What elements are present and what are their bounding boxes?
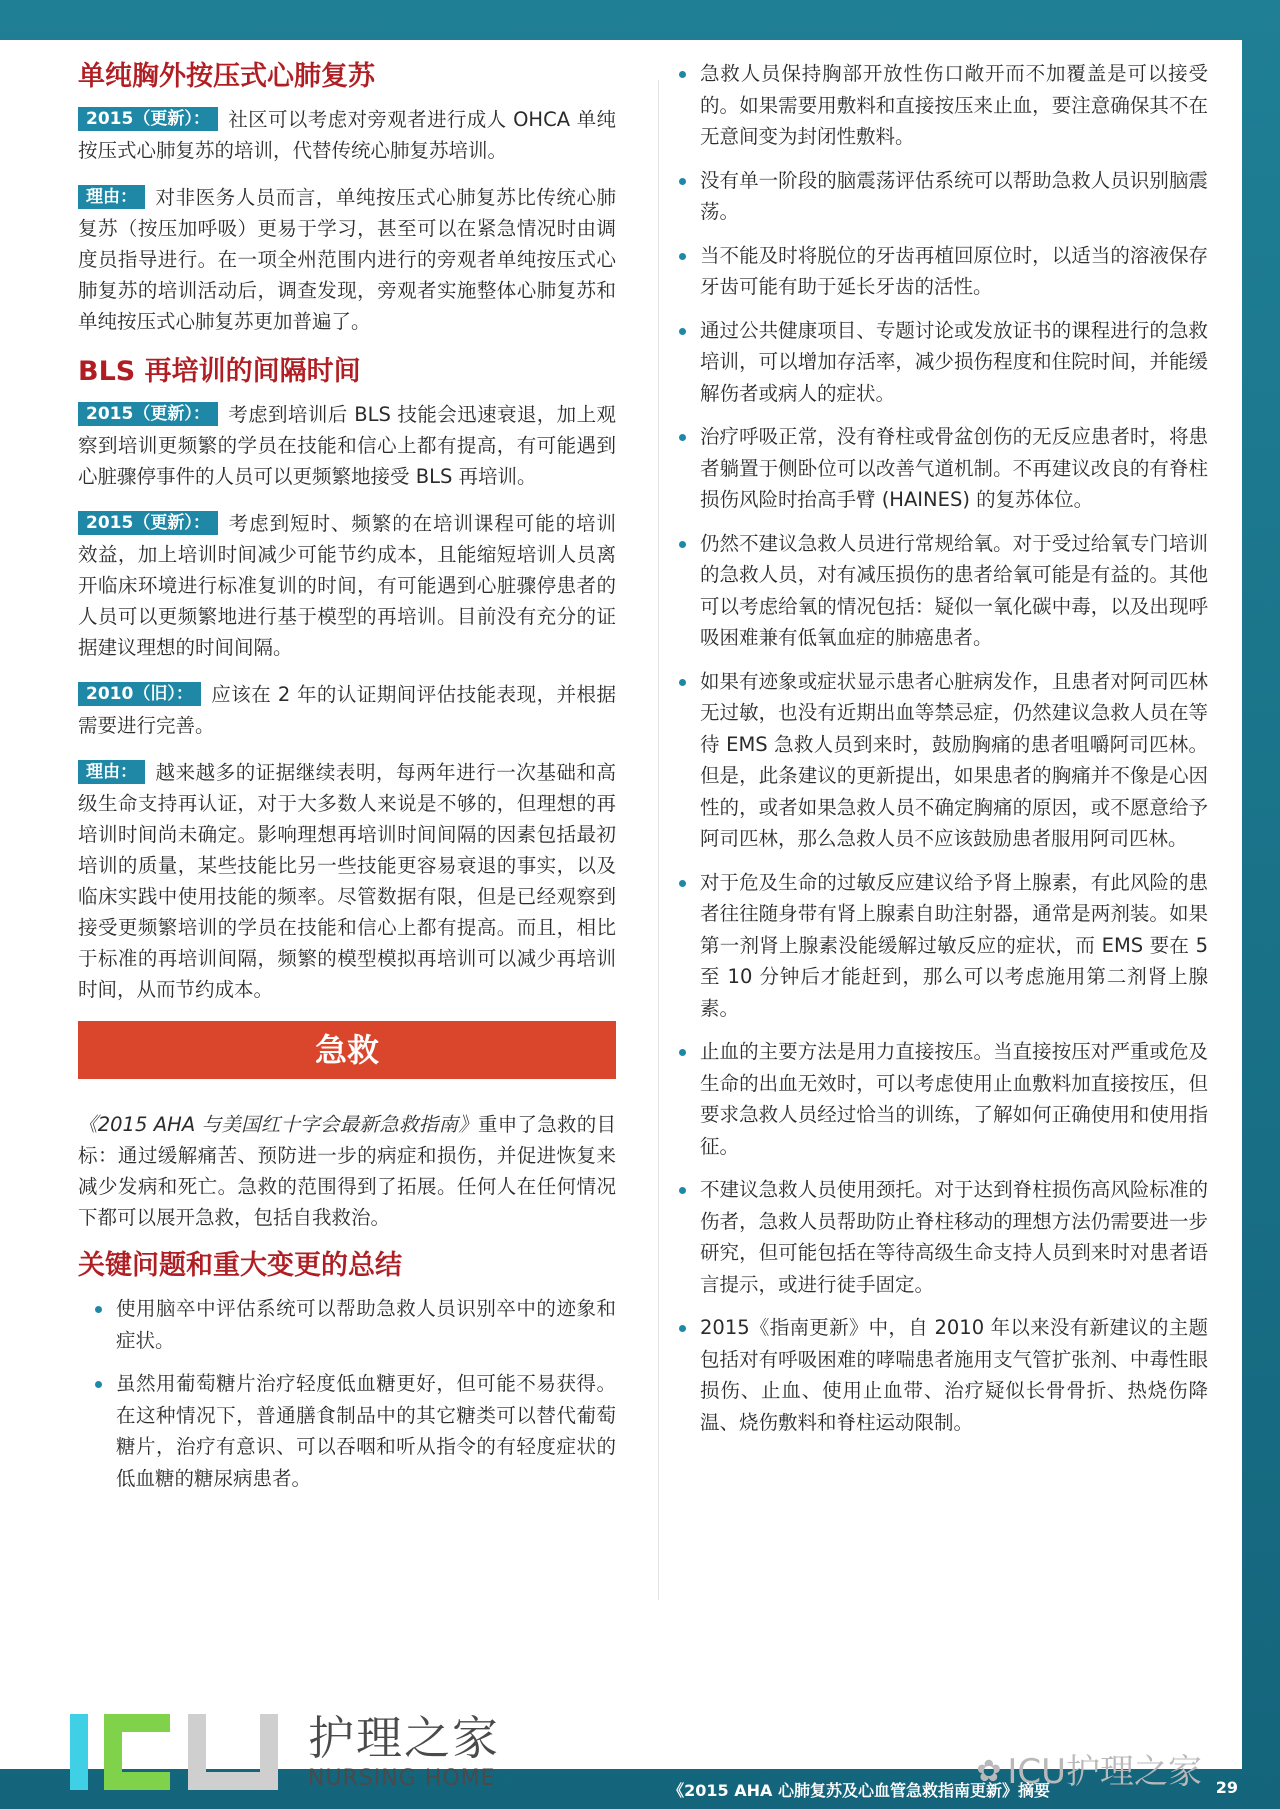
- list-item-text: 不建议急救人员使用颈托。对于达到脊柱损伤高风险标准的伤者，急救人员帮助防止脊柱移动的理想方法仍需要进一步研究，但可能包括在等待高级生命支持人员到来时对患者语言提示，或进行徒手固定。: [700, 1178, 1208, 1296]
- list-item-text: 2015《指南更新》中，自 2010 年以来没有新建议的主题包括对有呼吸困难的哮喘患者施用支气管扩张剂、中毒性眼损伤、止血、使用止血带、治疗疑似长骨骨折、热烧伤降温、烧伤敷料和脊柱运动限制。: [700, 1316, 1208, 1434]
- paragraph-text: 考虑到短时、频繁的在培训课程可能的培训效益，加上培训时间减少可能节约成本，且能缩短培训人员离开临床环境进行标准复训的时间，有可能遇到心脏骤停患者的人员可以更频繁地进行基于模型的再培训。目前没有充分的证据建议理想的时间间隔。: [78, 512, 616, 659]
- list-item-text: 仍然不建议急救人员进行常规给氧。对于受过给氧专门培训的急救人员，对有减压损伤的患者给氧可能是有益的。其他可以考虑给氧的情况包括：疑似一氧化碳中毒，以及出现呼吸困难兼有低氧血症的肺癌患者。: [700, 531, 1208, 649]
- right-column: [676, 58, 1208, 1450]
- section-heading-bls: BLS 再培训的间隔时间: [78, 356, 361, 387]
- logo-chinese-text: 护理之家: [308, 1711, 500, 1765]
- intro-title: 《2015 AHA 与美国红十字会最新急救指南》: [78, 1113, 479, 1136]
- list-item: [676, 315, 1208, 410]
- list-item-text: 急救人员保持胸部开放性伤口敞开而不加覆盖是可以接受的。如果需要用敷料和直接按压来止血，要注意确保其不在无意间变为封闭性敷料。: [700, 62, 1208, 148]
- footer-title: 《2015 AHA 心肺复苏及心血管急救指南更新》摘要: [668, 1781, 1050, 1800]
- list-item: [92, 1293, 616, 1356]
- paragraph: [78, 104, 616, 166]
- first-aid-intro: [78, 1109, 616, 1233]
- list-item-text: 使用脑卒中评估系统可以帮助急救人员识别卒中的迹象和症状。: [116, 1297, 616, 1352]
- paragraph: [78, 757, 616, 1005]
- paragraph-text: 社区可以考虑对旁观者进行成人 OHCA 单纯按压式心肺复苏的培训，代替传统心肺复苏培训。: [78, 108, 616, 162]
- bullet-dot-icon: [679, 1187, 686, 1194]
- list-item: [676, 421, 1208, 516]
- bullet-dot-icon: [679, 178, 686, 185]
- paragraph-text: 考虑到培训后 BLS 技能会迅速衰退，加上观察到培训更频繁的学员在技能和信心上都有提高，有可能遇到心脏骤停事件的人员可以更频繁地接受 BLS 再培训。: [78, 403, 616, 488]
- paragraph-text: 对非医务人员而言，单纯按压式心肺复苏比传统心肺复苏（按压加呼吸）更易于学习，甚至可以在紧急情况时由调度员指导进行。在一项全州范围内进行的旁观者单纯按压式心肺复苏的培训活动后，调查发现，旁观者实施整体心肺复苏和单纯按压式心肺复苏更加普遍了。: [78, 186, 616, 333]
- list-item-text: 对于危及生命的过敏反应建议给予肾上腺素，有此风险的患者往往随身带有肾上腺素自助注射器，通常是两剂装。如果第一剂肾上腺素没能缓解过敏反应的症状，而 EMS 要在 5 至 10 分钟后才能赶到，那么可以考虑施用第二剂肾上腺素。: [700, 870, 1208, 1020]
- page-number: 29: [1215, 1778, 1238, 1797]
- update-tag: 2015（更新）：: [78, 402, 218, 426]
- paragraph: [78, 399, 616, 492]
- bullet-dot-icon: [679, 71, 686, 78]
- old-tag: 2010（旧）：: [78, 682, 201, 706]
- update-tag: 2015（更新）：: [78, 107, 218, 131]
- reason-tag: 理由：: [78, 185, 145, 209]
- column-divider: [658, 80, 659, 1600]
- bullet-dot-icon: [679, 328, 686, 335]
- bullet-dot-icon: [679, 541, 686, 548]
- bullet-dot-icon: [679, 1049, 686, 1056]
- section-heading-cpr: 单纯胸外按压式心肺复苏: [78, 61, 375, 92]
- bullet-dot-icon: [679, 434, 686, 441]
- list-item-text: 通过公共健康项目、专题讨论或发放证书的课程进行的急救培训，可以增加存活率，减少损伤程度和住院时间，并能缓解伤者或病人的症状。: [700, 318, 1208, 405]
- intro-text: 重申了急救的目标：通过缓解痛苦、预防进一步的病症和损伤，并促进恢复来减少发病和死亡。急救的范围得到了拓展。任何人在任何情况下都可以展开急救，包括自我救治。: [78, 1113, 616, 1229]
- wechat-icon: ✿: [976, 1754, 1002, 1789]
- first-aid-banner: 急救: [78, 1021, 616, 1079]
- watermark-text: ICU护理之家: [1007, 1752, 1202, 1792]
- list-item: [676, 1036, 1208, 1162]
- paragraph: [78, 508, 616, 663]
- list-item-text: 没有单一阶段的脑震荡评估系统可以帮助急救人员识别脑震荡。: [700, 168, 1208, 223]
- bullet-dot-icon: [95, 1306, 102, 1313]
- bullet-dot-icon: [679, 1325, 686, 1332]
- bullet-dot-icon: [679, 679, 686, 686]
- paragraph-text: 应该在 2 年的认证期间评估技能表现，并根据需要进行完善。: [78, 683, 616, 737]
- list-item-text: 如果有迹象或症状显示患者心脏病发作，且患者对阿司匹林无过敏，也没有近期出血等禁忌症，仍然建议急救人员在等待 EMS 急救人员到来时，鼓励胸痛的患者咀嚼阿司匹林。但是，此条建议的更新提出，如果患者的胸痛并不像是心因性的，或者如果急救人员不确定胸痛的原因，或不愿意给予阿司匹林，那么急救人员不应该鼓励患者服用阿司匹林。: [700, 669, 1208, 850]
- list-item: [676, 528, 1208, 654]
- list-item: [676, 1174, 1208, 1300]
- paragraph: [78, 679, 616, 741]
- bullet-dot-icon: [679, 253, 686, 260]
- left-column: [78, 58, 616, 1506]
- list-item: [676, 666, 1208, 855]
- list-item: [676, 867, 1208, 1025]
- list-item: [92, 1368, 616, 1494]
- update-tag: 2015（更新）：: [78, 511, 218, 535]
- list-item-text: 止血的主要方法是用力直接按压。当直接按压对严重或危及生命的出血无效时，可以考虑使用止血敷料加直接按压，但要求急救人员经过恰当的训练，了解如何正确使用和使用指征。: [700, 1040, 1208, 1158]
- section-heading-summary: 关键问题和重大变更的总结: [78, 1250, 402, 1281]
- list-item: [676, 240, 1208, 303]
- page-footer: [0, 1766, 1280, 1809]
- paragraph-text: 越来越多的证据继续表明，每两年进行一次基础和高级生命支持再认证，对于大多数人来说是不够的，但理想的再培训时间尚未确定。影响理想再培训时间间隔的因素包括最初培训的质量，某些技能比另一些技能更容易衰退的事实，以及临床实践中使用技能的频率。尽管数据有限，但是已经观察到接受更频繁培训的学员在技能和信心上都有提高。而且，相比于标准的再培训间隔，频繁的模型模拟再培训可以减少再培训时间，从而节约成本。: [78, 761, 616, 1001]
- recommendation-list: [676, 58, 1208, 1438]
- paragraph: [78, 182, 616, 337]
- summary-list: [78, 1293, 616, 1494]
- reason-tag: 理由：: [78, 760, 145, 784]
- bullet-dot-icon: [679, 880, 686, 887]
- list-item: [676, 58, 1208, 153]
- list-item-text: 治疗呼吸正常，没有脊柱或骨盆创伤的无反应患者时，将患者躺置于侧卧位可以改善气道机制。不再建议改良的有脊柱损伤风险时抬高手臂 (HAINES) 的复苏体位。: [700, 425, 1208, 511]
- logo-english-text: NURSING HOME: [308, 1766, 496, 1791]
- list-item: [676, 165, 1208, 228]
- bullet-dot-icon: [95, 1381, 102, 1388]
- list-item-text: 虽然用葡萄糖片治疗轻度低血糖更好，但可能不易获得。在这种情况下，普通膳食制品中的其它糖类可以替代葡萄糖片，治疗有意识、可以吞咽和听从指令的有轻度症状的低血糖的糖尿病患者。: [116, 1372, 616, 1490]
- list-item-text: 当不能及时将脱位的牙齿再植回原位时，以适当的溶液保存牙齿可能有助于延长牙齿的活性。: [700, 243, 1208, 298]
- list-item: [676, 1312, 1208, 1438]
